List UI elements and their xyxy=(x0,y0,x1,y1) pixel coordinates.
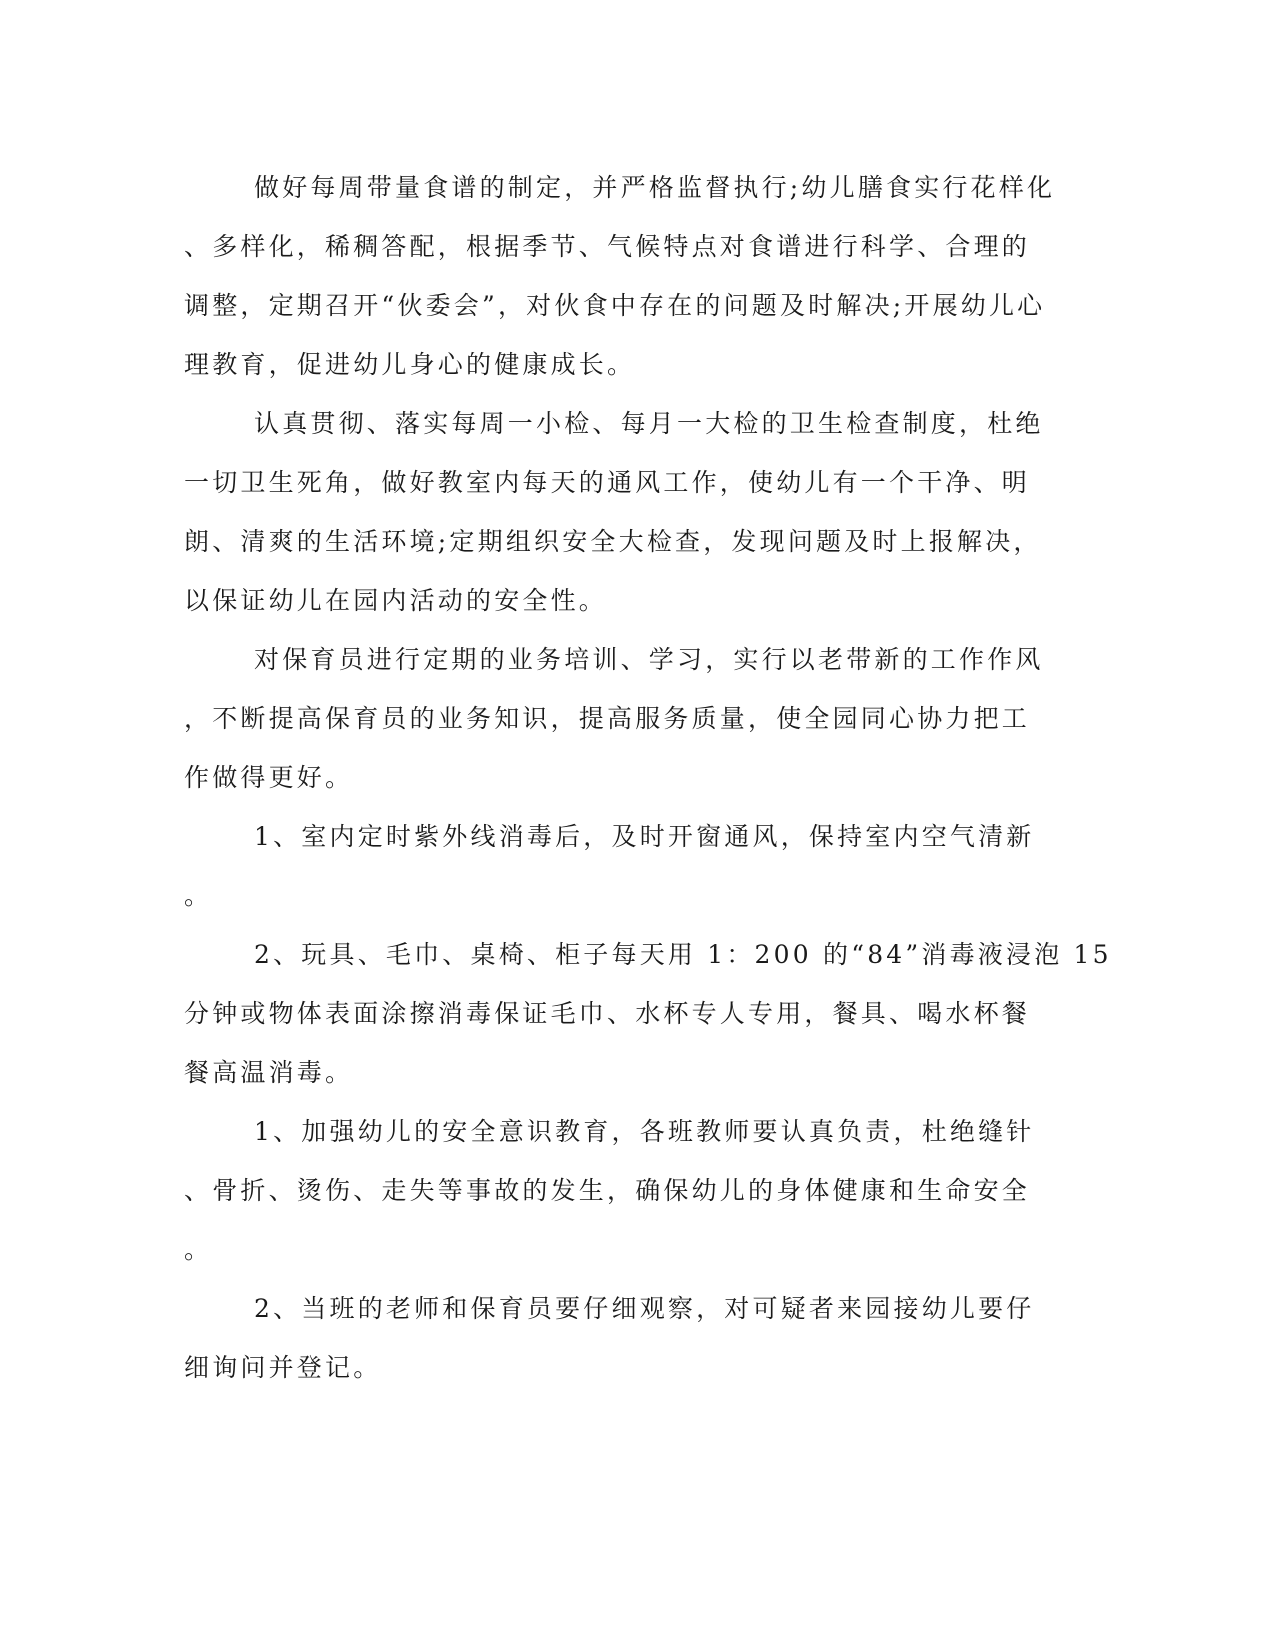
document-body xyxy=(184,158,1112,1397)
text-line: 。 xyxy=(184,1235,213,1264)
text-line: 2、当班的老师和保育员要仔细观察，对可疑者来园接幼儿要仔 xyxy=(254,1294,1035,1323)
text-line: 细询问并登记。 xyxy=(184,1353,382,1382)
text-line: 、骨折、烫伤、走失等事故的发生，确保幼儿的身体健康和生命安全 xyxy=(184,1176,1031,1205)
text-line: 朗、清爽的生活环境;定期组织安全大检查，发现问题及时上报解决， xyxy=(184,527,1042,556)
text-line: 1、加强幼儿的安全意识教育，各班教师要认真负责，杜绝缝针 xyxy=(254,1117,1035,1146)
text-line: 餐高温消毒。 xyxy=(184,1058,354,1087)
text-line: 1、室内定时紫外线消毒后，及时开窗通风，保持室内空气清新 xyxy=(254,822,1035,851)
text-line: 做好每周带量食谱的制定，并严格监督执行;幼儿膳食实行花样化 xyxy=(254,173,1056,202)
text-line: 2、玩具、毛巾、桌椅、柜子每天用 1：200 的“84”消毒液浸泡 15 xyxy=(254,940,1112,969)
text-line: 认真贯彻、落实每周一小检、每月一大检的卫生检查制度，杜绝 xyxy=(254,409,1044,438)
text-line: 理教育，促进幼儿身心的健康成长。 xyxy=(184,350,636,379)
text-line: 。 xyxy=(184,881,213,910)
text-line: 调整，定期召开“伙委会”，对伙食中存在的问题及时解决;开展幼儿心 xyxy=(184,291,1046,320)
text-line: 、多样化，稀稠答配，根据季节、气候特点对食谱进行科学、合理的 xyxy=(184,232,1031,261)
text-line: 以保证幼儿在园内活动的安全性。 xyxy=(184,586,608,615)
text-line: 分钟或物体表面涂擦消毒保证毛巾、水杯专人专用，餐具、喝水杯餐 xyxy=(184,999,1031,1028)
text-line: 一切卫生死角，做好教室内每天的通风工作，使幼儿有一个干净、明 xyxy=(184,468,1031,497)
text-line: 作做得更好。 xyxy=(184,763,354,792)
text-line: ，不断提高保育员的业务知识，提高服务质量，使全园同心协力把工 xyxy=(184,704,1031,733)
text-line: 对保育员进行定期的业务培训、学习，实行以老带新的工作作风 xyxy=(254,645,1044,674)
